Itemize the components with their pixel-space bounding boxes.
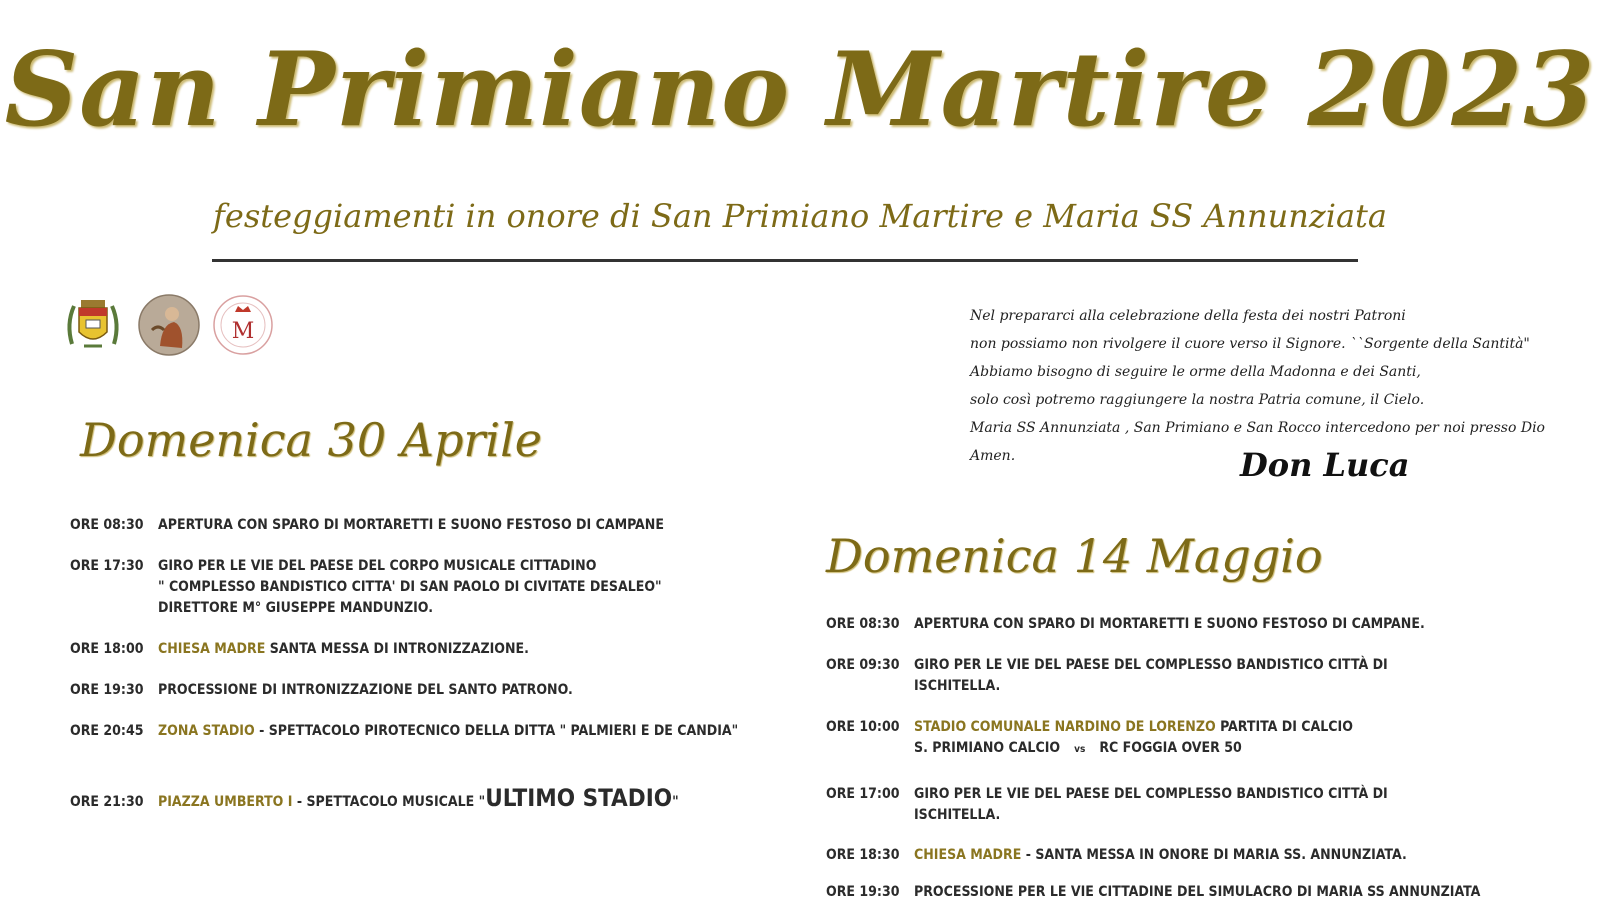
event-time: ORE 19:30	[70, 682, 144, 698]
event-place: CHIESA MADRE	[914, 847, 1022, 863]
event-item	[826, 845, 1407, 866]
event-text: APERTURA CON SPARO DI MORTARETTI E SUONO FESTOSO DI CAMPANE.	[914, 616, 1425, 632]
quote-line: Amen.	[970, 448, 1016, 464]
event-place: STADIO COMUNALE NARDINO DE LORENZO	[914, 719, 1216, 735]
seal-letter: M	[231, 319, 255, 344]
quote-line: non possiamo non rivolgere il cuore verso il Signore. ``Sorgente della Santità"	[970, 336, 1530, 352]
quote-line: Nel prepararci alla celebrazione della festa dei nostri Patroni	[970, 308, 1406, 324]
event-time: ORE 08:30	[70, 517, 144, 533]
event-item	[70, 721, 738, 742]
event-time: ORE 18:30	[826, 847, 900, 863]
event-time: ORE 19:30	[826, 884, 900, 900]
page-subtitle: festeggiamenti in onore di San Primiano Martire e Maria SS Annunziata	[213, 197, 1387, 235]
event-text: - SPETTACOLO MUSICALE "	[296, 794, 486, 810]
event-text-continued: " COMPLESSO BANDISTICO CITTA' DI SAN PAOLO DI CIVITATE DESALEO"	[158, 579, 662, 595]
team-home: S. PRIMIANO CALCIO	[914, 740, 1061, 756]
versus-label: vs	[1074, 744, 1086, 755]
event-time: ORE 17:30	[70, 558, 144, 574]
team-away: RC FOGGIA OVER 50	[1099, 740, 1242, 756]
event-text: GIRO PER LE VIE DEL PAESE DEL COMPLESSO BANDISTICO CITTÀ DI	[914, 657, 1388, 673]
event-text: PROCESSIONE PER LE VIE CITTADINE DEL SIMULACRO DI MARIA SS ANNUNZIATA	[914, 884, 1481, 900]
event-item	[70, 784, 679, 813]
marian-monogram-seal-icon	[212, 294, 274, 356]
pastor-message	[970, 302, 1545, 470]
event-place: CHIESA MADRE	[158, 641, 266, 657]
event-text-tail: "	[672, 794, 679, 810]
event-time: ORE 21:30	[70, 794, 144, 810]
match-teams	[826, 738, 1353, 760]
municipality-crest-icon	[62, 294, 124, 356]
event-item	[826, 784, 1388, 826]
event-time: ORE 18:00	[70, 641, 144, 657]
event-time: ORE 08:30	[826, 616, 900, 632]
event-place: PIAZZA UMBERTO I	[158, 794, 293, 810]
page-title: San Primiano Martire 2023	[4, 30, 1596, 150]
signature: Don Luca	[1240, 446, 1410, 484]
event-item	[826, 614, 1425, 635]
quote-line: solo così potremo raggiungere la nostra Patria comune, il Cielo.	[970, 392, 1425, 408]
day-title-14-may: Domenica 14 Maggio	[826, 529, 1323, 583]
event-time: ORE 09:30	[826, 657, 900, 673]
event-highlight: ULTIMO STADIO	[485, 784, 673, 812]
day-title-30-april: Domenica 30 Aprile	[80, 413, 543, 467]
event-text-continued: ISCHITELLA.	[914, 678, 1001, 694]
quote-line: Maria SS Annunziata , San Primiano e San Rocco intercedono per noi presso Dio	[970, 420, 1545, 436]
event-time: ORE 20:45	[70, 723, 144, 739]
event-item	[826, 717, 1353, 760]
event-text-continued: DIRETTORE M° GIUSEPPE MANDUNZIO.	[158, 600, 433, 616]
event-text: - SPETTACOLO PIROTECNICO DELLA DITTA " PALMIERI E DE CANDIA"	[259, 723, 739, 739]
quote-line: Abbiamo bisogno di seguire le orme della Madonna e dei Santi,	[970, 364, 1421, 380]
event-text: GIRO PER LE VIE DEL PAESE DEL CORPO MUSICALE CITTADINO	[158, 558, 597, 574]
event-text: - SANTA MESSA IN ONORE DI MARIA SS. ANNUNZIATA.	[1025, 847, 1407, 863]
event-time: ORE 10:00	[826, 719, 900, 735]
event-item	[70, 556, 662, 619]
event-item	[826, 655, 1388, 697]
saint-portrait-icon	[138, 294, 200, 356]
event-text: APERTURA CON SPARO DI MORTARETTI E SUONO FESTOSO DI CAMPANE	[158, 517, 664, 533]
event-item	[70, 515, 664, 536]
event-text: PARTITA DI CALCIO	[1220, 719, 1353, 735]
event-time: ORE 17:00	[826, 786, 900, 802]
event-text: PROCESSIONE DI INTRONIZZAZIONE DEL SANTO PATRONO.	[158, 682, 573, 698]
event-text: SANTA MESSA DI INTRONIZZAZIONE.	[269, 641, 529, 657]
event-item	[70, 639, 529, 660]
event-item	[70, 680, 573, 701]
event-text-continued: ISCHITELLA.	[914, 807, 1001, 823]
event-text: GIRO PER LE VIE DEL PAESE DEL COMPLESSO BANDISTICO CITTÀ DI	[914, 786, 1388, 802]
title-divider	[212, 259, 1358, 262]
event-place: ZONA STADIO	[158, 723, 255, 739]
